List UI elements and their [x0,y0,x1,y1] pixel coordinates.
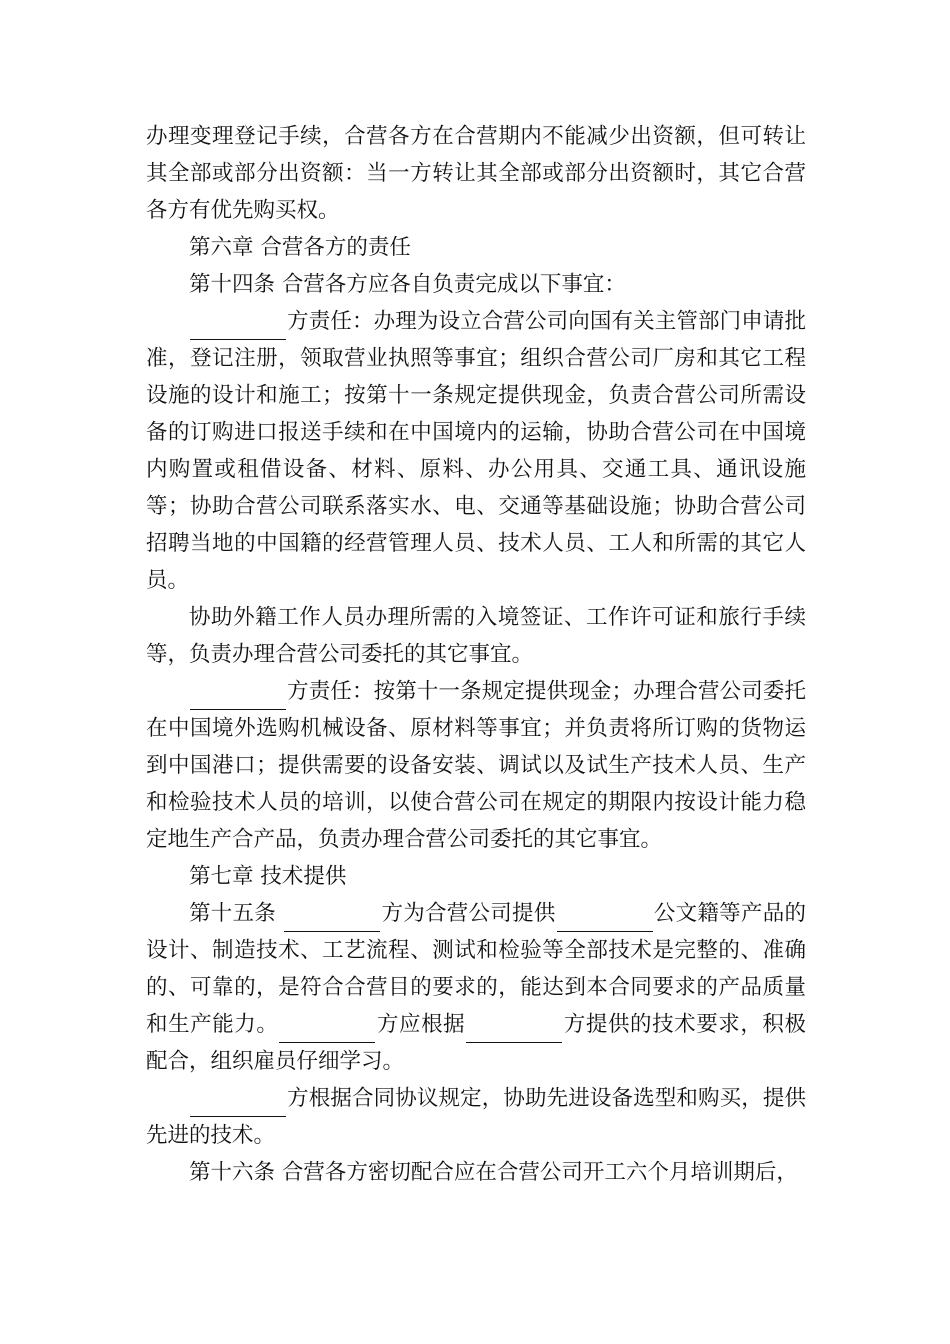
equipment-selection-text: 方根据合同协议规定，协助先进设备选型和购买，提供先进的技术。 [146,1086,806,1148]
paragraph-equipment-selection [146,1080,806,1154]
article-15-part2: 公文籍等产品的设计、制造技术、工艺流程、测试和检验等全部技术是完整的、准确的、可靠的，是符合合营目的要求的，能达到本合同要求的产品质量和生产能力。 [146,901,806,1037]
blank-line [557,903,653,932]
article-15-part1: 方为合营公司提供 [381,901,556,926]
chapter-7-heading: 第七章 技术提供 [189,864,347,889]
blank-line [190,311,286,340]
paragraph-article-15 [146,895,806,1080]
paragraph-visa-assistance: 协助外籍工作人员办理所需的入境签证、工作许可证和旅行手续等，负责办理合营公司委托的其它事宜。 [146,605,806,667]
blank-line [190,681,286,710]
party-b-duties-text: 方责任：按第十一条规定提供现金；办理合营公司委托在中国境外选购机械设备、原材料等事宜；并负责将所订购的货物运到中国港口；提供需要的设备安装、调试以及试生产技术人员、生产和检验技术人员的培训，以使合营公司在规定的期限内按设计能力稳定地生产合产品，负责办理合营公司委托的其它事宜。 [146,679,806,852]
chapter-6-heading: 第六章 合营各方的责任 [189,235,411,260]
article-15-part4: 方提供的技术要求，积极配合，组织雇员仔细学习。 [146,1012,806,1074]
document-page [146,118,806,1191]
party-a-duties-text: 方责任：办理为设立合营公司向国有关主管部门申请批准，登记注册，领取营业执照等事宜；组织合营公司厂房和其它工程设施的设计和施工；按第十一条规定提供现金，负责合营公司所需设备的订购进口报送手续和在中国境内的运输，协助合营公司在中国境内购置或租借设备、材料、原料、办公用具、交通工具、通讯设施等；协助合营公司联系落实水、电、交通等基础设施；协助合营公司招聘当地的中国籍的经营管理人员、技术人员、工人和所需的其它人员。 [146,309,806,593]
paragraph-article-16: 第十六条 合营各方密切配合应在合营公司开工六个月培训期后， [189,1160,798,1185]
blank-line [279,1014,375,1043]
blank-line [190,1088,286,1117]
article-15-part3: 方应根据 [376,1012,466,1037]
blank-line [284,903,380,932]
blank-line [466,1014,562,1043]
article-15-prefix: 第十五条 [189,901,277,926]
article-14-heading: 第十四条 合营各方应各自负责完成以下事宜： [189,272,626,297]
paragraph-party-a-duties [146,303,806,599]
paragraph-party-b-duties [146,673,806,858]
paragraph-transfer: 办理变理登记手续，合营各方在合营期内不能减少出资额，但可转让其全部或部分出资额：当一方转让其全部或部分出资额时，其它合营各方有优先购买权。 [146,124,806,223]
